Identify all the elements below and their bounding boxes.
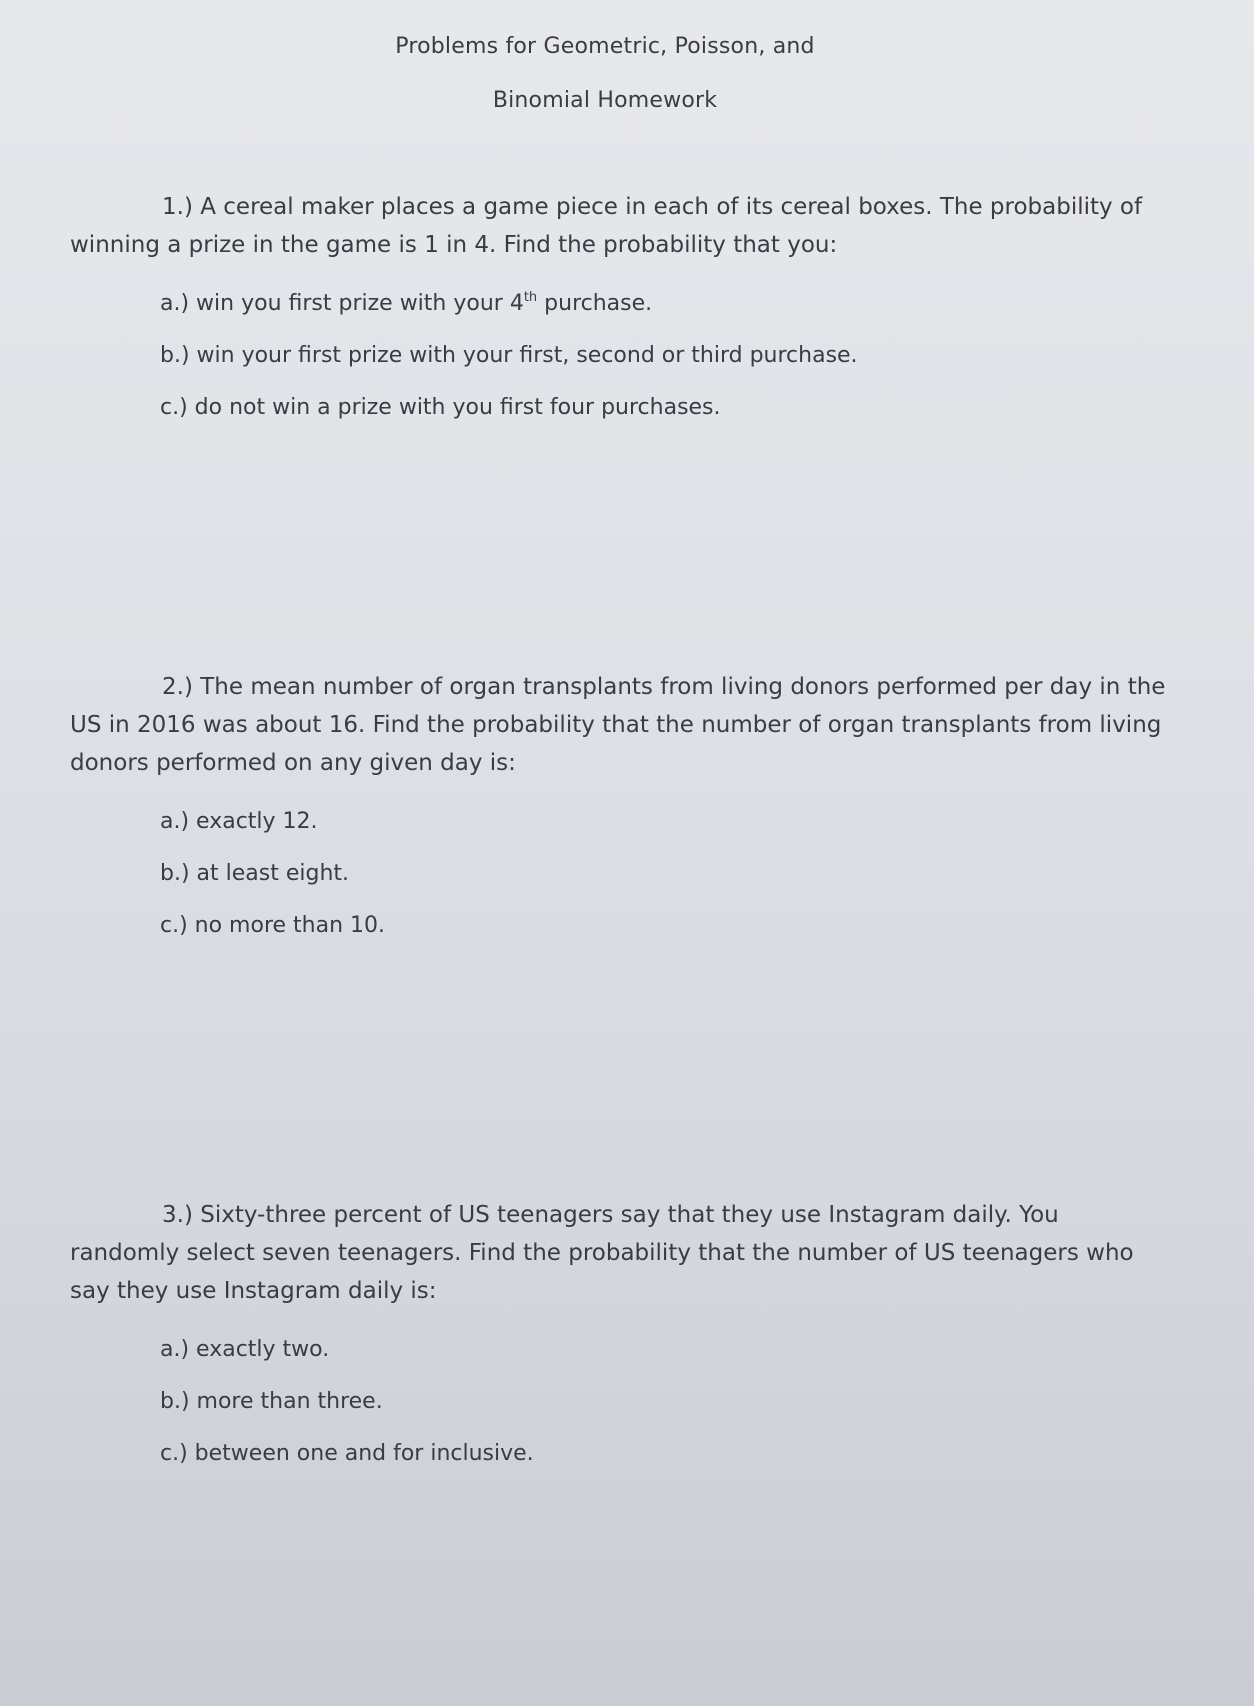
problem-2-item-b — [160, 848, 1170, 900]
item-text: b.) win your first prize with your first, second or third purchase. — [160, 343, 858, 368]
problem-3 — [70, 1196, 1170, 1480]
problem-2-item-c — [160, 900, 1170, 952]
item-text: a.) exactly 12. — [160, 809, 318, 834]
problem-2-items — [160, 796, 1170, 952]
item-text: c.) no more than 10. — [160, 913, 386, 938]
problem-1-item-b — [160, 330, 1170, 382]
problem-3-item-a — [160, 1324, 1170, 1376]
problem-3-items — [160, 1324, 1170, 1480]
item-text: c.) do not win a prize with you first four purchases. — [160, 395, 721, 420]
problem-3-stem: 3.) Sixty-three percent of US teenagers say that they use Instagram daily. You randomly select seven teenagers. Find the probability that the number of US teenagers who say they use Instagram daily is: — [70, 1202, 1134, 1304]
item-text: c.) between one and for inclusive. — [160, 1441, 534, 1466]
ordinal-suffix: th — [523, 290, 538, 305]
page-title-line-2: Binomial Homework — [492, 88, 718, 113]
item-text: a.) exactly two. — [160, 1337, 330, 1362]
problem-3-item-b — [160, 1376, 1170, 1428]
problem-2-item-a — [160, 796, 1170, 848]
problem-1-items — [160, 278, 1170, 434]
page-title-line-1: Problems for Geometric, Poisson, and — [395, 34, 815, 59]
problem-1-item-a — [160, 278, 1170, 330]
problem-2-stem: 2.) The mean number of organ transplants from living donors performed per day in the US in 2016 was about 16. Find the probability that the number of organ transplants from living donors performed on any given day is: — [70, 674, 1166, 776]
problem-1-stem: 1.) A cereal maker places a game piece in each of its cereal boxes. The probability of winning a prize in the game is 1 in 4. Find the probability that you: — [70, 194, 1143, 258]
problem-1 — [70, 188, 1170, 434]
problem-3-item-c — [160, 1428, 1170, 1480]
item-text: b.) at least eight. — [160, 861, 350, 886]
problem-2 — [70, 668, 1170, 952]
problem-1-item-c — [160, 382, 1170, 434]
item-text: a.) win you first prize with your 4 — [160, 291, 524, 316]
item-text: b.) more than three. — [160, 1389, 383, 1414]
item-text-end: purchase. — [537, 291, 653, 316]
